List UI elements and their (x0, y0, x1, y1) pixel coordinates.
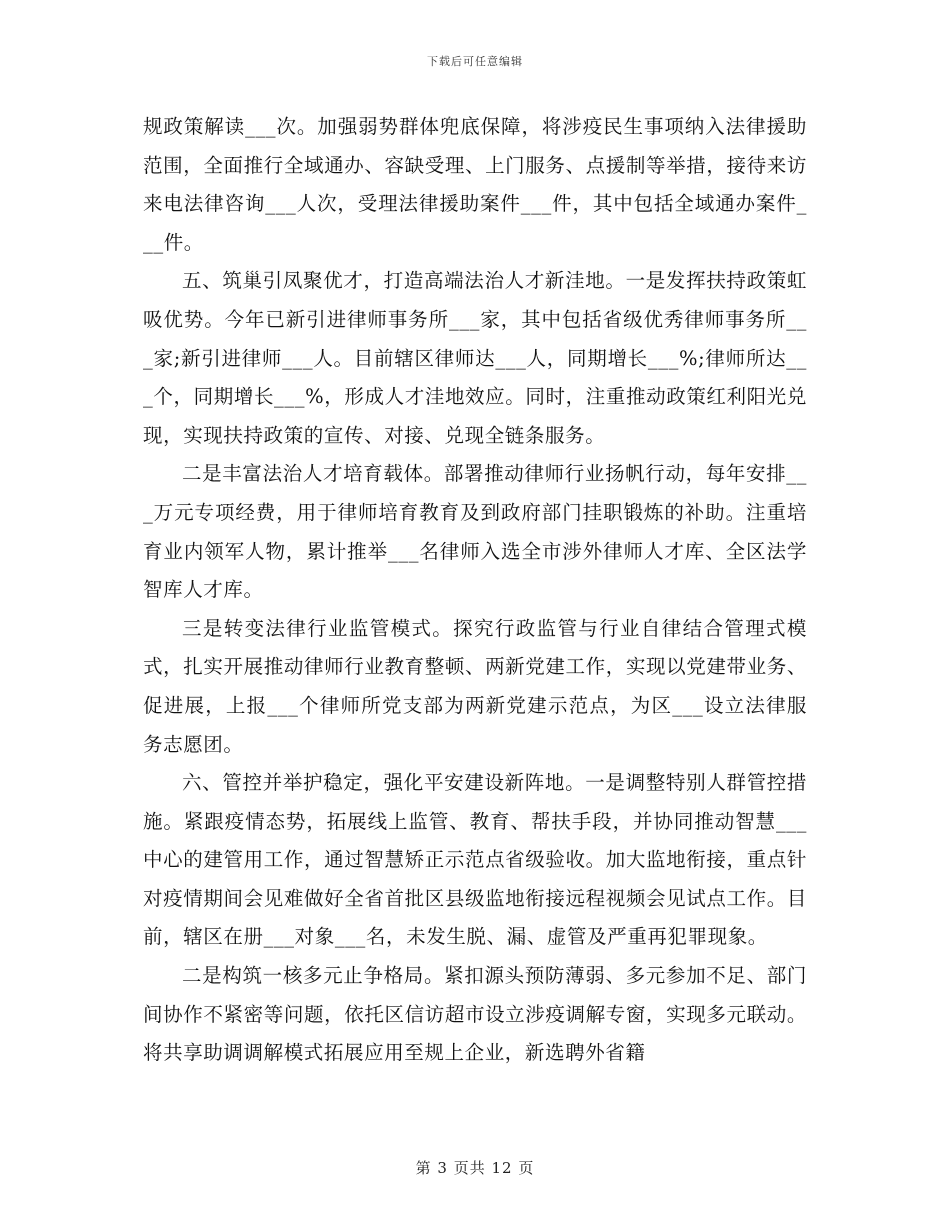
paragraph-6: 二是构筑一核多元止争格局。紧扣源头预防薄弱、多元参加不足、部门间协作不紧密等问题，依托区信访超市设立涉疫调解专窗，实现多元联动。将共享助调调解模式拓展应用至规上企业，新选聘外省籍 (143, 964, 807, 1065)
paragraph-3: 二是丰富法治人才培育载体。部署推动律师行业扬帆行动，每年安排___万元专项经费，用于律师培育教育及到政府部门挂职锻炼的补助。注重培育业内领军人物，累计推举___名律师入选全市涉外律师人才库、全区法学智库人才库。 (143, 462, 807, 602)
page-header: 下载后可任意编辑 (427, 55, 523, 68)
paragraph-4: 三是转变法律行业监管模式。探究行政监管与行业自律结合管理式模式，扎实开展推动律师行业教育整顿、两新党建工作，实现以党建带业务、促进展，上报___个律师所党支部为两新党建示范点，为区___设立法律服务志愿团。 (143, 616, 807, 756)
paragraph-2: 五、筑巢引凤聚优才，打造高端法治人才新洼地。一是发挥扶持政策虹吸优势。今年已新引进律师事务所___家，其中包括省级优秀律师事务所___家;新引进律师___人。目前辖区律师达___人，同期增长___%;律师所达___个，同期增长___%，形成人才洼地效应。同时，注重推动政策红利阳光兑现，实现扶持政策的宣传、对接、兑现全链条服务。 (143, 269, 807, 447)
paragraph-1: 规政策解读___次。加强弱势群体兜底保障，将涉疫民生事项纳入法律援助范围，全面推行全域通办、容缺受理、上门服务、点援制等举措，接待来访来电法律咨询___人次，受理法律援助案件___件，其中包括全域通办案件___件。 (143, 115, 807, 254)
document-body (143, 108, 807, 1073)
paragraph-5: 六、管控并举护稳定，强化平安建设新阵地。一是调整特别人群管控措施。紧跟疫情态势，拓展线上监管、教育、帮扶手段，并协同推动智慧___中心的建管用工作，通过智慧矫正示范点省级验收。加大监地衔接，重点针对疫情期间会见难做好全省首批区县级监地衔接远程视频会见试点工作。目前，辖区在册___对象___名，未发生脱、漏、虚管及严重再犯罪现象。 (143, 771, 807, 949)
page-footer: 第 3 页共 12 页 (415, 1159, 535, 1177)
